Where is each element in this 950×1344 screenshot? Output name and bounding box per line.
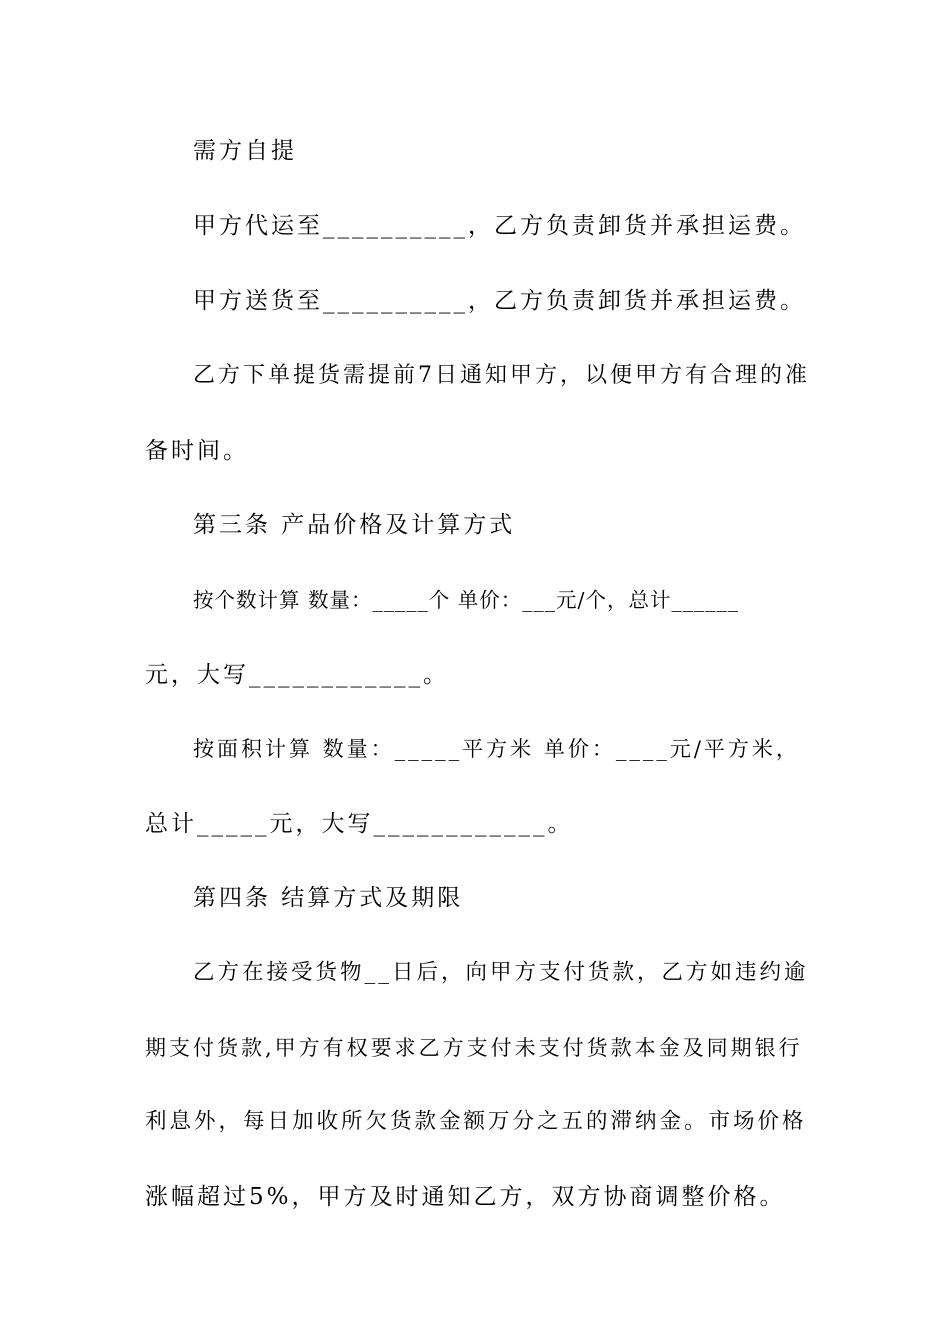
- section-heading-3: 第三条 产品价格及计算方式: [193, 512, 516, 538]
- paragraph-count-pricing-line-1: 按个数计算 数量：_____个 单价：___元/个，总计______: [193, 588, 739, 612]
- paragraph-settlement-line-3: 利息外，每日加收所欠货款金额万分之五的滞纳金。市场价格: [145, 1109, 807, 1134]
- paragraph-count-pricing-line-2: 元，大写____________。: [145, 662, 449, 688]
- paragraph-area-pricing-line-2: 总计_____元，大写____________。: [145, 811, 574, 837]
- paragraph-settlement-line-4: 涨幅超过5%，甲方及时通知乙方，双方协商调整价格。: [145, 1184, 786, 1210]
- paragraph-self-pickup: 需方自提: [193, 138, 297, 164]
- paragraph-notice-line-2: 备时间。: [145, 438, 249, 464]
- paragraph-settlement-line-2: 期支付货款,甲方有权要求乙方支付未支付货款本金及同期银行: [145, 1036, 803, 1060]
- paragraph-shipping-to: 甲方送货至__________，乙方负责卸货并承担运费。: [193, 288, 806, 314]
- paragraph-notice-line-1: 乙方下单提货需提前7日通知甲方，以便甲方有合理的准: [193, 363, 810, 388]
- paragraph-delivery-by-party-a: 甲方代运至__________，乙方负责卸货并承担运费。: [193, 213, 806, 239]
- paragraph-settlement-line-1: 乙方在接受货物__日后，向甲方支付货款，乙方如违约逾: [193, 960, 809, 985]
- paragraph-area-pricing-line-1: 按面积计算 数量：_____平方米 单价：____元/平方米，: [193, 737, 800, 761]
- section-heading-4: 第四条 结算方式及期限: [193, 885, 464, 911]
